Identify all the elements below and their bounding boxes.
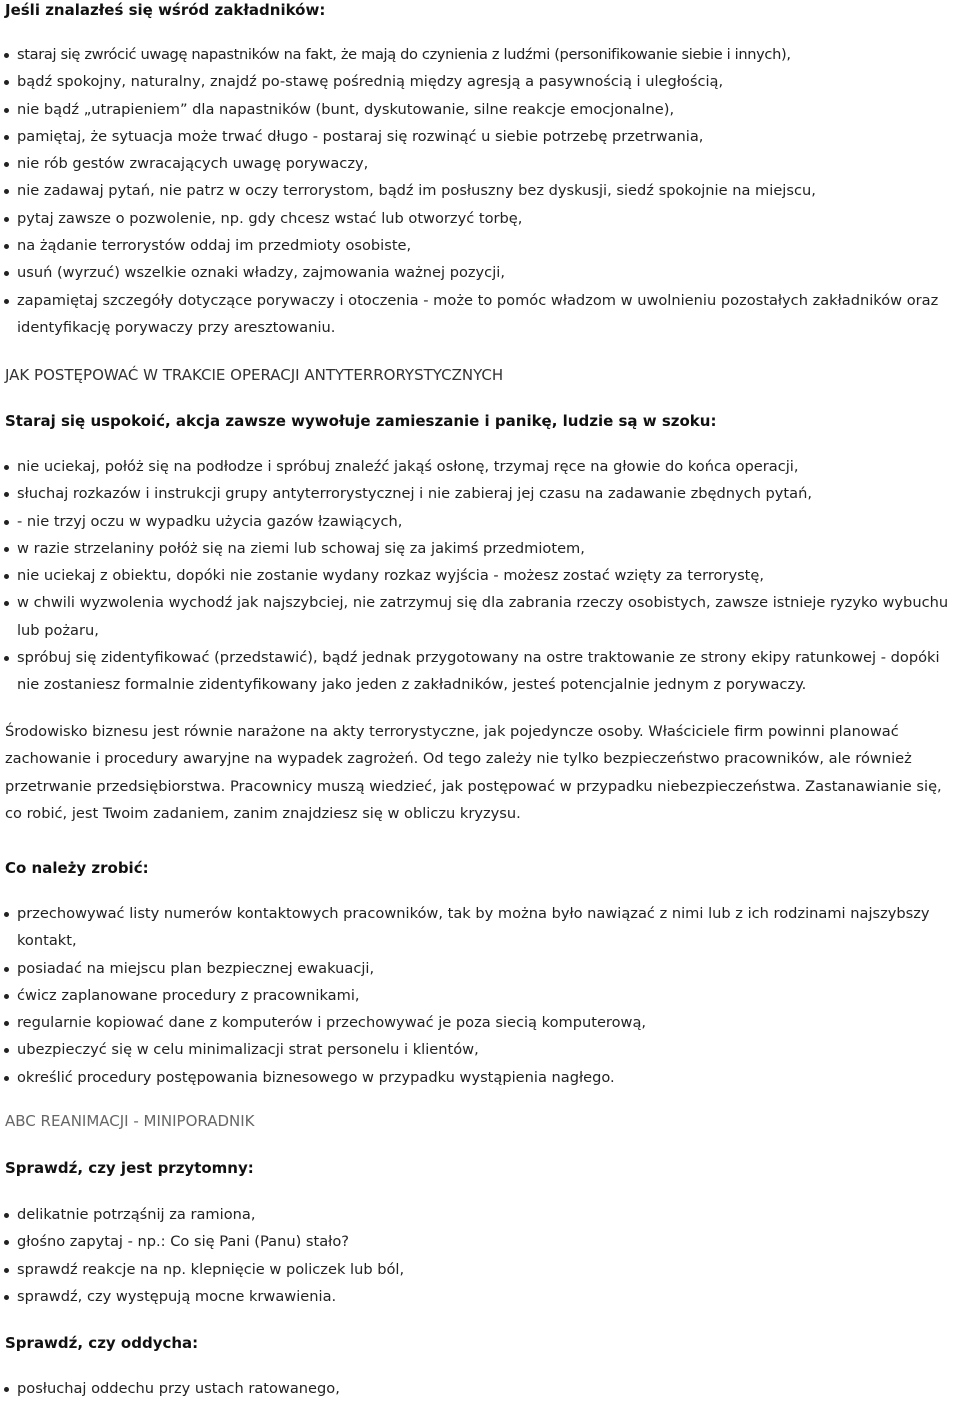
list-item: w chwili wyzwolenia wychodź jak najszybciej, nie zatrzymuj się dla zabrania rzeczy osobistych, zawsze istnieje ryzyko wybuchu lub pożaru, [0, 589, 955, 644]
list-item: posiadać na miejscu plan bezpiecznej ewakuacji, [0, 955, 955, 982]
list-item: - nie trzyj oczu w wypadku użycia gazów łzawiących, [0, 508, 955, 535]
section-heading-calm: Staraj się uspokoić, akcja zawsze wywołuje zamieszanie i panikę, ludzie są w szoku: [5, 412, 717, 430]
list-item: sprawdź, czy występują mocne krwawienia. [0, 1283, 955, 1310]
list-item: nie zadawaj pytań, nie patrz w oczy terrorystom, bądź im posłuszny bez dyskusji, siedź spokojnie na miejscu, [0, 177, 955, 204]
list-item: przechowywać listy numerów kontaktowych pracowników, tak by można było nawiązać z nimi lub z ich rodzinami najszybszy kontakt, [0, 900, 955, 955]
list-item: nie rób gestów zwracających uwagę porywaczy, [0, 150, 955, 177]
business-todo-list [0, 900, 955, 1091]
list-item: nie uciekaj, połóż się na podłodze i spróbuj znaleźć jakąś osłonę, trzymaj ręce na głowie do końca operacji, [0, 453, 955, 480]
section-heading-todo: Co należy zrobić: [5, 859, 149, 877]
business-paragraph: Środowisko biznesu jest równie narażone na akty terrorystyczne, jak pojedyncze osoby. Właściciele firm powinni planować zachowanie i procedury awaryjne na wypadek zagrożeń. Od tego zależy nie tylko bezpieczeństwo pracowników, ale również przetrwanie przedsiębiorstwa. Pracownicy muszą wiedzieć, jak postępować w przypadku niebezpieczeństwa. Zastanawianie się, co robić, jest Twoim zadaniem, zanim znajdziesz się w obliczu kryzysu. [5, 723, 942, 822]
list-item: staraj się zwrócić uwagę napastników na fakt, że mają do czynienia z ludźmi (personifikowanie siebie i innych), [0, 41, 955, 68]
list-item: głośno zapytaj - np.: Co się Pani (Panu) stało? [0, 1228, 955, 1255]
hostage-advice-list [0, 41, 955, 341]
list-item: słuchaj rozkazów i instrukcji grupy antyterrorystycznej i nie zabieraj jej czasu na zadawanie zbędnych pytań, [0, 480, 955, 507]
list-item: nie bądź „utrapieniem” dla napastników (bunt, dyskutowanie, silne reakcje emocjonalne), [0, 96, 955, 123]
list-item: nie uciekaj z obiektu, dopóki nie zostanie wydany rozkaz wyjścia - możesz zostać wzięty za terrorystę, [0, 562, 955, 589]
list-item: określić procedury postępowania biznesowego w przypadku wystąpienia nagłego. [0, 1064, 955, 1091]
consciousness-check-list [0, 1201, 955, 1310]
section-heading-hostages: Jeśli znalazłeś się wśród zakładników: [5, 1, 326, 19]
list-item: w razie strzelaniny połóż się na ziemi lub schowaj się za jakimś przedmiotem, [0, 535, 955, 562]
list-item: ubezpieczyć się w celu minimalizacji strat personelu i klientów, [0, 1036, 955, 1063]
list-item: usuń (wyrzuć) wszelkie oznaki władzy, zajmowania ważnej pozycji, [0, 259, 955, 286]
section-heading-conscious: Sprawdź, czy jest przytomny: [5, 1159, 254, 1177]
breathing-check-list [0, 1375, 955, 1402]
list-item: na żądanie terrorystów oddaj im przedmioty osobiste, [0, 232, 955, 259]
list-item: delikatnie potrząśnij za ramiona, [0, 1201, 955, 1228]
section-heading-breathing: Sprawdź, czy oddycha: [5, 1334, 199, 1352]
list-item: pamiętaj, że sytuacja może trwać długo - postaraj się rozwinąć u siebie potrzebę przetrwania, [0, 123, 955, 150]
antiterror-advice-list [0, 453, 955, 699]
list-item: zapamiętaj szczegóły dotyczące porywaczy i otoczenia - może to pomóc władzom w uwolnieniu pozostałych zakładników oraz identyfikację porywaczy przy aresztowaniu. [0, 287, 955, 342]
section-title-antiterror: JAK POSTĘPOWAĆ W TRAKCIE OPERACJI ANTYTERRORYSTYCZNYCH [5, 366, 504, 384]
list-item: bądź spokojny, naturalny, znajdź po-stawę pośrednią między agresją a pasywnością i uległością, [0, 68, 955, 95]
list-item: regularnie kopiować dane z komputerów i przechowywać je poza siecią komputerową, [0, 1009, 955, 1036]
list-item: ćwicz zaplanowane procedury z pracownikami, [0, 982, 955, 1009]
list-item: pytaj zawsze o pozwolenie, np. gdy chcesz wstać lub otworzyć torbę, [0, 205, 955, 232]
section-title-cpr: ABC REANIMACJI - MINIPORADNIK [5, 1112, 255, 1130]
list-item: spróbuj się zidentyfikować (przedstawić), bądź jednak przygotowany na ostre traktowanie ze strony ekipy ratunkowej - dopóki nie zostaniesz formalnie zidentyfikowany jako jeden z zakładników, jesteś potencjalnie jednym z porywaczy. [0, 644, 955, 699]
list-item: sprawdź reakcje na np. klepnięcie w policzek lub ból, [0, 1256, 955, 1283]
list-item: posłuchaj oddechu przy ustach ratowanego, [0, 1375, 955, 1402]
